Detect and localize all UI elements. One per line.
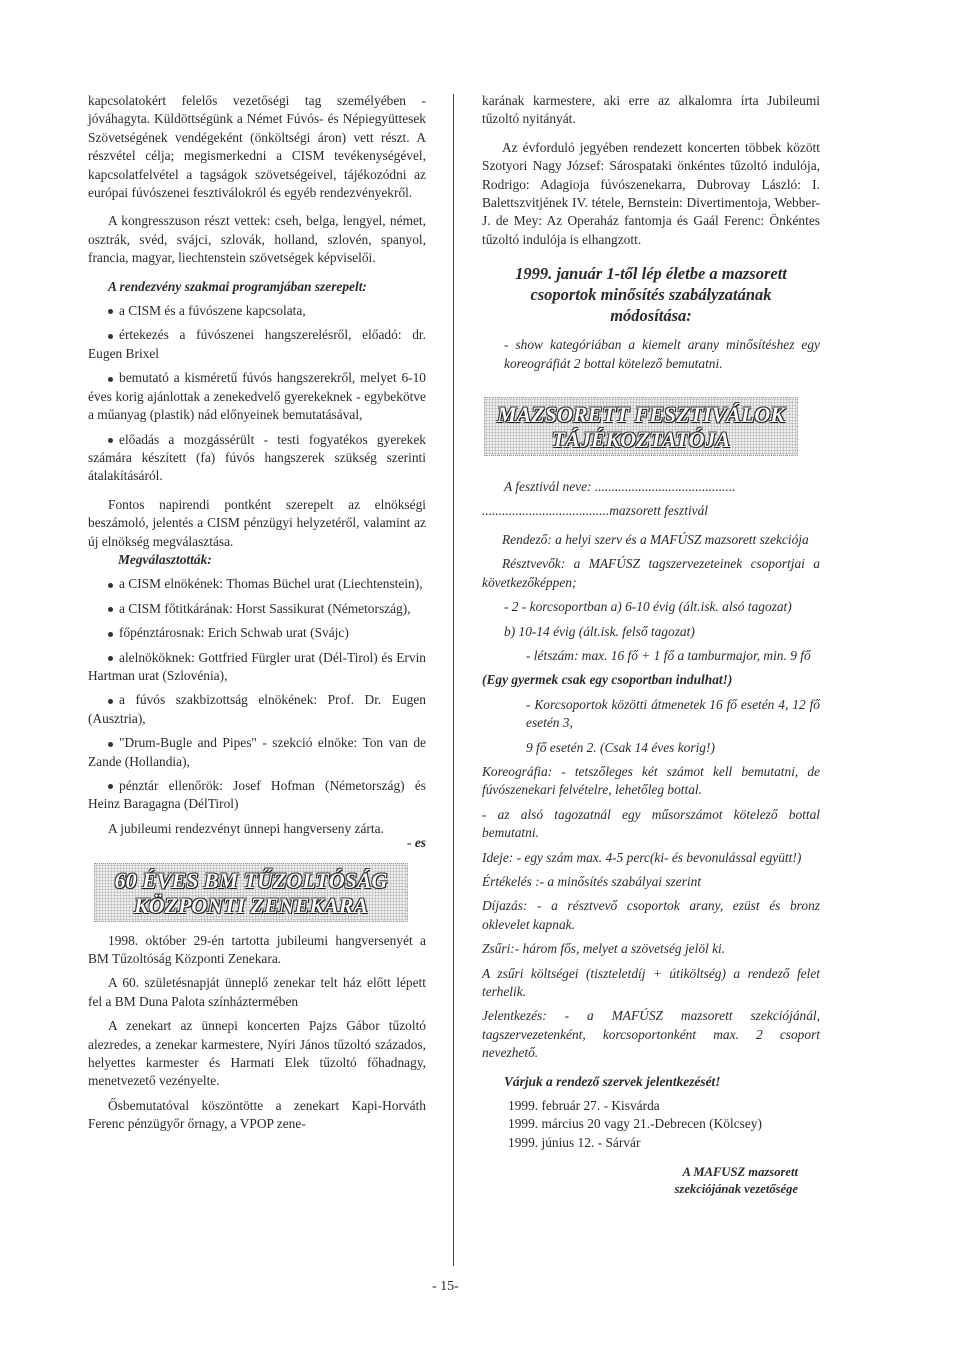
paragraph: A 60. születésnapját ünneplő zenekar telt ház előtt lépett fel a BM Duna Palota színháztermében	[88, 975, 426, 1009]
festival-info-banner	[484, 397, 798, 456]
info-line: Koreográfia: - tetszőleges két számot kell bemutatni, de fúvószenekari felvételre, lehetőleg bottal.	[482, 763, 820, 798]
bullet-icon	[108, 438, 113, 443]
date-item: 1999. február 27. - Kisvárda	[508, 1098, 660, 1114]
info-line: Rendező: a helyi szerv és a MAFÚSZ mazsorett szekciója	[502, 531, 809, 547]
info-line: Ideje: - egy szám max. 4-5 perc(ki- és bevonulással együtt!)	[482, 849, 802, 865]
info-line: - 2 - korcsoportban a) 6-10 évig (ált.isk. alsó tagozat)	[504, 599, 792, 615]
signature-line: szekciójának vezetősége	[674, 1182, 798, 1197]
info-line: - az alsó tagozatnál egy műsorszámot kötelező bottal bemutatni.	[482, 806, 820, 841]
form-line: A fesztivál neve: ..........................................	[504, 479, 736, 495]
bullet-icon	[108, 784, 113, 789]
list-item: főpénztárosnak: Erich Schwab urat (Svájc)	[88, 624, 426, 642]
bullet-icon	[108, 632, 113, 637]
info-line: - Korcsoportok közötti átmenetek 16 fő esetén 4, 12 fő esetén 3,	[526, 696, 820, 731]
bullet-icon	[108, 656, 113, 661]
bullet-icon	[108, 699, 113, 704]
paragraph: 1998. október 29-én tartotta jubileumi hangversenyét a BM Tűzoltóság Központi Zenekara.	[88, 932, 426, 967]
headline-line: csoportok minősítés szabályzatának	[530, 285, 772, 305]
headline-line: 1999. január 1-től lép életbe a mazsorett	[515, 264, 787, 284]
list-item: alelnököknek: Gottfried Fürgler urat (Dél-Tirol) és Ervin Hartman urat (Szlovénia),	[88, 649, 426, 683]
signature-block	[482, 1164, 820, 1198]
list-item: értekezés a fúvószenei hangszerelésről, előadó: dr. Eugen Brixel	[88, 327, 426, 361]
info-line: Zsűri:- három fős, melyet a szövetség jelöl ki.	[482, 941, 726, 957]
info-line: Díjazás: - a résztvevő csoportok arany, ezüst és bronz oklevelet kapnak.	[482, 898, 820, 932]
bullet-icon	[108, 334, 113, 339]
list-item: a CISM főtitkárának: Horst Sassikurat (Németország),	[88, 600, 426, 618]
paragraph: Az évforduló jegyében rendezett koncerten többek között Szotyori Nagy József: Sárospataki önkéntes tűzoltó indulója, Rodrigo: Adagioja fúvószenekarra, Dubrovay László: I. Balettszvitjének IV. tétele, Bernstein: Divertimentoja, Webber-J. de Mey: Az Operaház fantomja és Gaál Ferenc: Önkéntes tűzoltó indulója is elhangzott.	[482, 139, 820, 247]
date-item: 1999. június 12. - Sárvár	[508, 1134, 641, 1150]
date-item: 1999. március 20 vagy 21.-Debrecen (Kölcsey)	[508, 1116, 762, 1132]
left-column	[88, 92, 426, 1134]
list-item: a fúvós szakbizottság elnökének: Prof. Dr. Eugen (Ausztria),	[88, 692, 426, 726]
right-column	[482, 92, 820, 1198]
banner-title-line: KÖZPONTI ZENEKARA	[133, 892, 369, 918]
list-item: a CISM és a fúvószene kapcsolata,	[88, 302, 426, 320]
paragraph: A kongresszuson részt vettek: cseh, belga, lengyel, német, osztrák, svéd, svájci, szlovák, holland, szlovén, spanyol, francia, magyar, liechtenstein szövetségek képviselői.	[88, 213, 426, 266]
subheading: Megválasztották:	[118, 551, 212, 567]
article-title-banner	[94, 863, 408, 922]
headline-line: módosítása:	[610, 306, 692, 326]
signature-line: A MAFUSZ mazsorett	[682, 1165, 798, 1180]
bullet-icon	[108, 309, 113, 314]
list-item: "Drum-Bugle and Pipes" - szekció elnöke: Ton van de Zande (Hollandia),	[88, 735, 426, 769]
paragraph: karának karmestere, aki erre az alkalomra írta Jubileumi tűzoltó nyitányát.	[482, 93, 820, 127]
info-line: Jelentkezés: - a MAFÚSZ mazsorett szekciójánál, tagszervezetenként, korcsoportonként max. 2 csoport nevezhető.	[482, 1008, 820, 1061]
call-to-action: Várjuk a rendező szervek jelentkezését!	[504, 1073, 721, 1089]
paragraph: A zenekart az ünnepi koncerten Pajzs Gábor tűzoltó alezredes, a zenekar karmestere, Nyíri János tűzoltó százados, helyettes karmester és Harmati Elek tűzoltó főhadnagy, menetvezető vezényelte.	[88, 1018, 426, 1089]
info-line: A zsűri költségei (tiszteletdíj + útiköltség) a rendező felet terhelik.	[482, 965, 820, 999]
column-divider	[453, 94, 454, 1266]
info-line: Résztvevők: a MAFÚSZ tagszervezeteinek csoportjai a következőképpen;	[482, 556, 820, 590]
paragraph: kapcsolatokért felelős vezetőségi tag személyében - jóváhagyta. Küldöttségünk a Német Fúvós- és Népiegyüttesek Szövetségének vendégeként (önköltségi áron) vett részt. A részvétel célja; megismerkedni a CISM tevékenységével, kapcsolatfelvétel a tagságok szövetségeivel, tájékozódni az európai fúvószenei fesztiválokról és egyéb rendezvényekről.	[88, 93, 426, 201]
list-item: előadás a mozgássérült - testi fogyatékos gyerekek számára készített (fa) fúvós hangszerek szükség szerinti átalakításáról.	[88, 431, 426, 484]
festival-info	[482, 478, 820, 1091]
section-intro: A rendezvény szakmai programjában szerepelt:	[108, 278, 367, 294]
bullet-icon	[108, 742, 113, 747]
banner-title-line: 60 ÉVES BM TŰZOLTÓSÁG	[114, 867, 388, 893]
banner-title-line: TÁJÉKOZTATÓJA	[551, 427, 731, 453]
list-item: bemutató a kisméretű fúvós hangszerekről, melyet 6-10 éves korig ajánlottak a zenekedvelő gyerekeknek - egybekötve a műanyag (plastik) nád előnyeinek bemutatásával,	[88, 370, 426, 423]
info-note: (Egy gyermek csak egy csoportban indulhat!)	[482, 672, 733, 688]
author-signature: - es	[407, 835, 426, 851]
bullet-icon	[108, 607, 113, 612]
bullet-icon	[108, 583, 113, 588]
headline	[482, 263, 820, 326]
banner-title-line: MAZSORETT FESZTIVÁLOK	[497, 402, 785, 428]
info-line: Értékelés :- a minősítés szabályai szerint	[482, 873, 702, 889]
info-line: b) 10-14 évig (ált.isk. felső tagozat)	[504, 623, 695, 639]
event-dates	[482, 1097, 820, 1152]
paragraph: Ősbemutatóval köszöntötte a zenekart Kapi-Horváth Ferenc pénzügyőr őrnagy, a VPOP zene-	[88, 1097, 426, 1132]
info-line: - létszám: max. 16 fő + 1 fő a tamburmajor, min. 9 fő	[526, 647, 811, 663]
paragraph: Fontos napirendi pontként szerepelt az elnökségi beszámoló, jelentés a CISM pénzügyi helyzetéről, valamint az új elnökség megválasztása.	[88, 496, 426, 549]
paragraph: A jubileumi rendezvényt ünnepi hangverseny zárta.	[108, 820, 384, 836]
page-number: - 15-	[432, 1279, 459, 1294]
bullet-icon	[108, 377, 113, 382]
info-line: 9 fő esetén 2. (Csak 14 éves korig!)	[526, 739, 715, 755]
rule-text: - show kategóriában a kiemelt arany minősítéshez egy koreográfiát 2 bottal kötelező bemutatni.	[504, 337, 820, 371]
list-item: pénztár ellenőrök: Josef Hofman (Németország) és Heinz Baragagna (DélTirol)	[88, 778, 426, 812]
form-line: ......................................mazsorett fesztivál	[482, 503, 709, 519]
list-item: a CISM elnökének: Thomas Büchel urat (Liechtenstein),	[88, 575, 426, 593]
